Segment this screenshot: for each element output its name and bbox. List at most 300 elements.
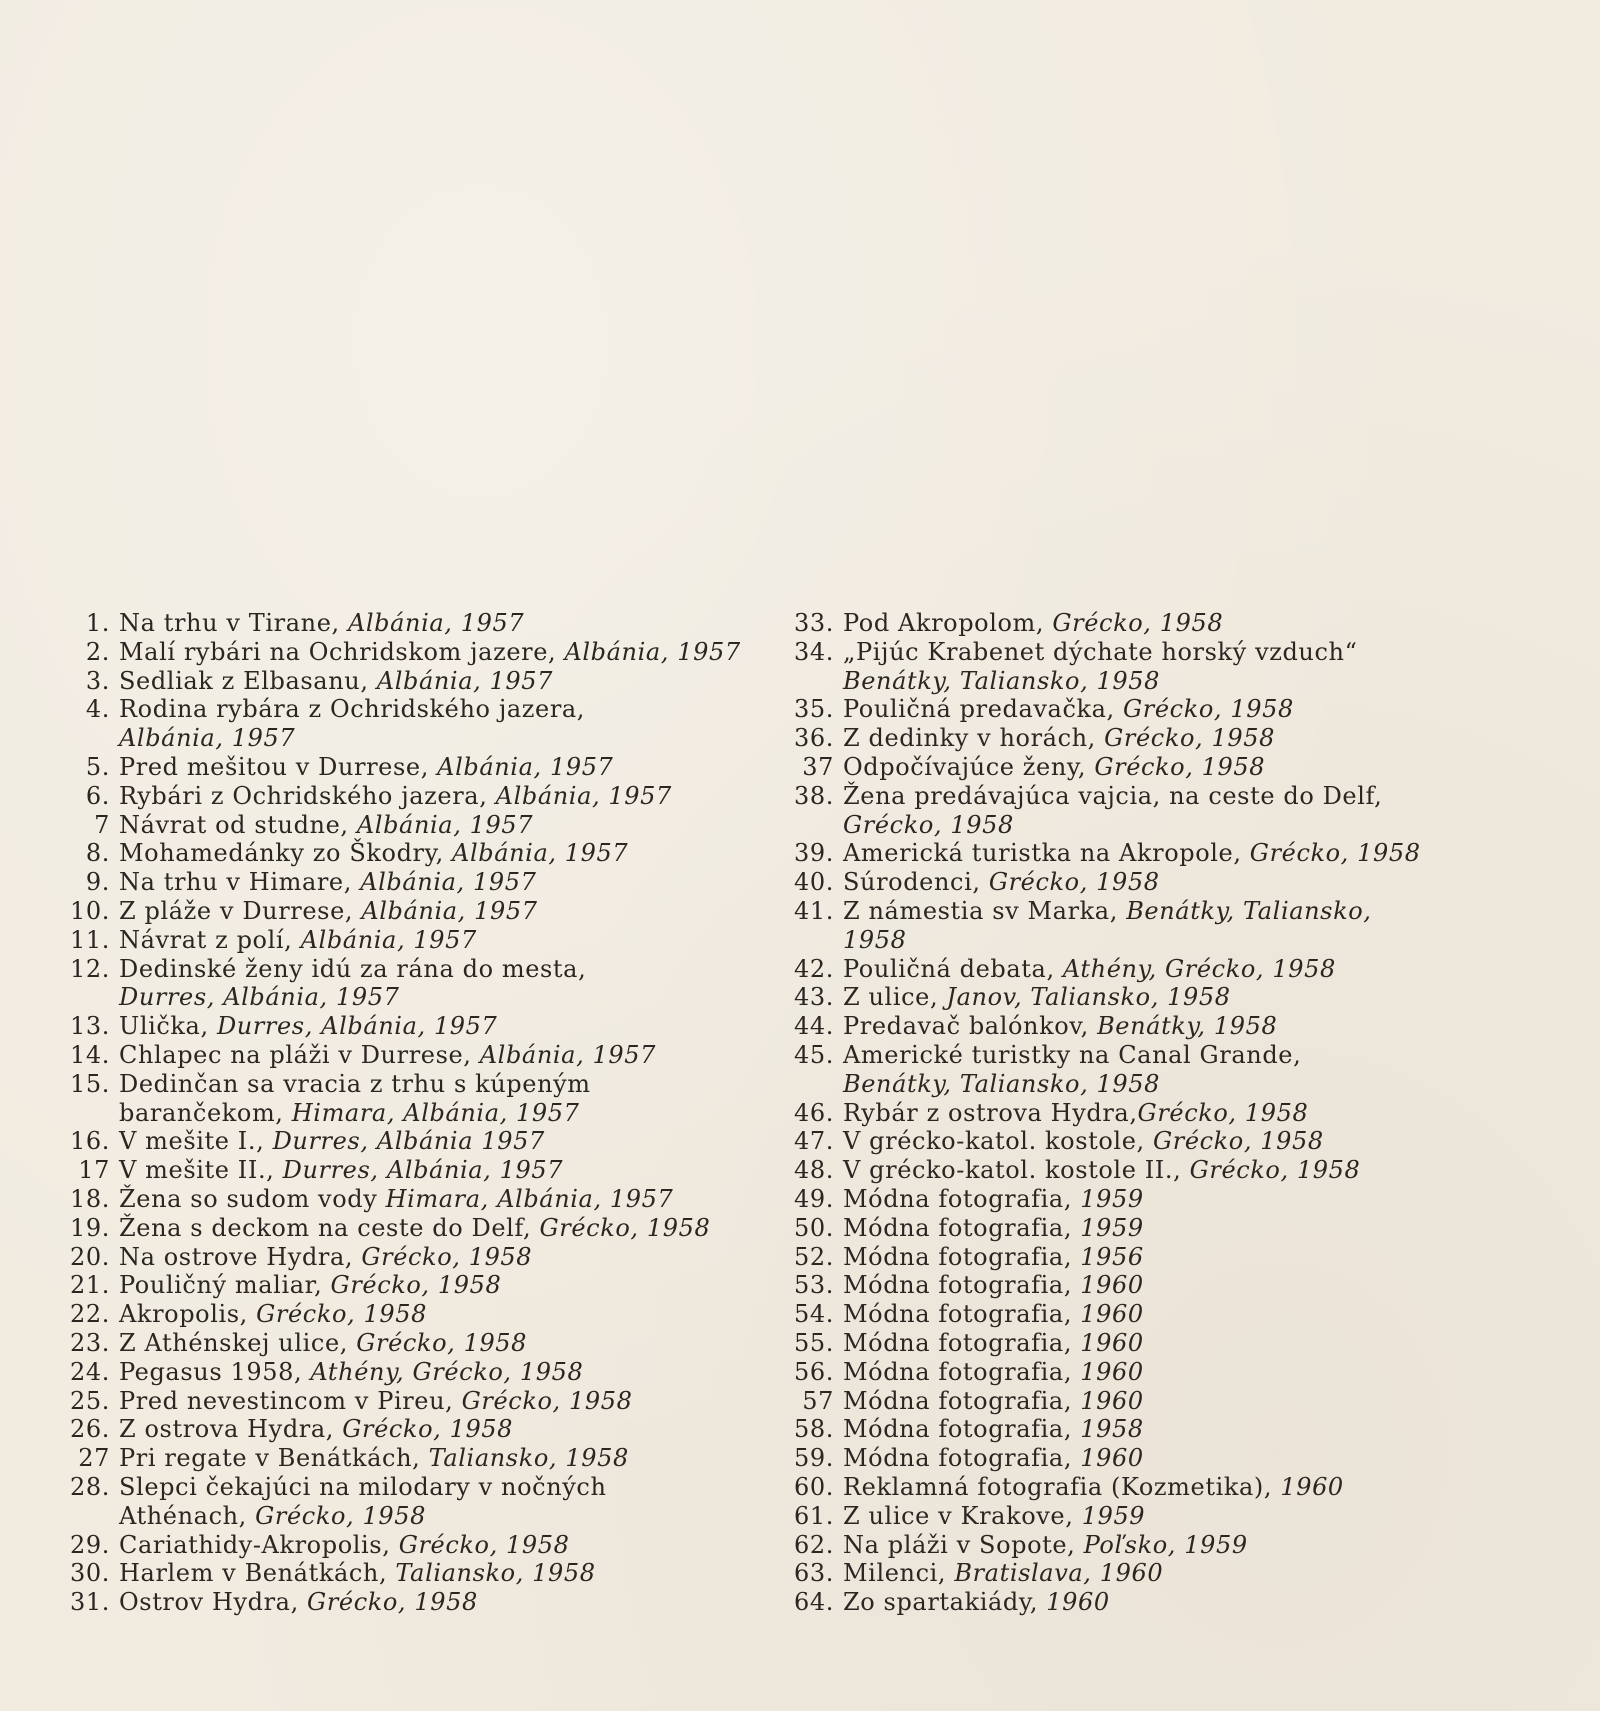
caption-title: Módna fotografia, [843,1328,1081,1357]
caption-number: 43. [794,983,834,1012]
caption-title: Odpočívajúce ženy, [843,752,1095,781]
caption-text [843,868,1486,897]
caption-line [62,1185,762,1214]
caption-line [62,1588,762,1617]
caption-number: 1. [85,609,110,637]
caption-title: Dedinčan sa vracia z trhu s kúpeným [119,1069,591,1098]
caption-place-year: Albánia, 1957 [452,839,629,868]
caption-title: Pouličná predavačka, [843,695,1123,724]
caption-number: 60. [794,1472,834,1501]
caption-place-year: Albánia, 1957 [119,724,296,753]
caption-place-year: Durres, Albánia, 1957 [119,983,400,1012]
caption-text [119,1156,762,1185]
caption-text [843,1300,1486,1329]
caption-title: Americké turistky na Canal Grande, [843,1040,1302,1069]
caption-place-year: Grécko, 1958 [1137,1098,1309,1127]
caption-place-year: 1958 [843,925,907,954]
caption-number: 54. [794,1300,834,1329]
caption-line [786,1502,1486,1531]
caption-title: Módna fotografia, [843,1386,1081,1415]
caption-place-year: Himara, Albánia, 1957 [291,1098,580,1127]
caption-line [62,1070,762,1099]
caption-text [843,609,1486,638]
caption-text [119,955,762,984]
caption-title: Harlem v Benátkách, [119,1559,396,1588]
caption-title: Z Athénskej ulice, [119,1328,357,1357]
caption-line [62,1214,762,1243]
caption-number: 26. [70,1415,110,1444]
caption-number: 4. [85,695,110,724]
caption-title: Súrodenci, [843,868,989,897]
caption-text [119,1329,762,1358]
caption-title: Módna fotografia, [843,1271,1081,1300]
caption-text [843,839,1486,868]
caption-text [843,983,1486,1012]
caption-title: Akropolis, [119,1300,257,1329]
caption-title: Milenci, [843,1559,955,1588]
caption-title: Pri regate v Benátkách, [119,1444,429,1473]
caption-number: 21. [70,1271,110,1300]
caption-line [62,609,762,638]
caption-text [119,1473,762,1502]
caption-place-year: 1960 [1080,1271,1144,1300]
caption-text [119,1588,762,1617]
caption-text [119,638,762,667]
caption-title: Mohamedánky zo Škodry, [119,839,453,868]
caption-place-year: 1959 [1081,1501,1146,1530]
caption-line [62,897,762,926]
caption-place-year: Grécko, 1958 [256,1300,427,1329]
caption-title: barančekom, [119,1098,292,1127]
caption-line [786,1300,1486,1329]
caption-number: 19. [70,1213,110,1242]
caption-text [843,1473,1486,1502]
caption-place-year: Albánia, 1957 [361,896,538,925]
caption-title: Návrat od studne, [119,810,357,839]
caption-text [119,782,762,811]
caption-number: 11. [70,925,110,954]
caption-place-year: 1960 [1080,1386,1144,1415]
caption-text [119,1358,762,1387]
caption-line [62,1271,762,1300]
caption-text [119,1502,762,1531]
caption-title: Žena so sudom vody [119,1184,386,1213]
caption-title: Na pláži v Sopote, [843,1530,1084,1559]
caption-text [843,955,1486,984]
caption-number: 9. [85,868,110,897]
caption-line [62,1387,762,1416]
caption-number: 31. [70,1588,110,1617]
caption-line [786,1271,1486,1300]
caption-line [62,1243,762,1272]
caption-number: 30. [70,1559,110,1588]
caption-text [843,1070,1486,1099]
caption-text [843,1559,1486,1588]
caption-number: 24. [70,1357,110,1386]
caption-line [786,955,1486,984]
caption-place-year: 1959 [1080,1213,1144,1242]
caption-text [119,1214,762,1243]
caption-line [786,609,1486,638]
caption-number: 40. [794,868,834,897]
caption-title: Chlapec na pláži v Durrese, [119,1040,480,1069]
caption-text [843,1214,1486,1243]
caption-number: 64. [794,1588,834,1617]
caption-title: Rybári z Ochridského jazera, [119,781,496,810]
caption-place-year: Grécko, 1958 [461,1386,633,1415]
caption-text [843,667,1486,696]
caption-title: Pegasus 1958, [119,1357,311,1386]
caption-place-year: Grécko, 1958 [1052,609,1224,637]
caption-place-year: Grécko, 1958 [361,1242,533,1271]
caption-text [119,1444,762,1473]
caption-line [786,1588,1486,1617]
caption-text [843,1271,1486,1300]
caption-text [843,1185,1486,1214]
caption-number: 3. [85,666,110,695]
caption-line [786,1358,1486,1387]
caption-line [786,782,1486,811]
caption-text [843,926,1486,955]
caption-line [786,1214,1486,1243]
caption-place-year: Benátky, Taliansko, 1958 [843,1069,1161,1098]
caption-title: Žena s deckom na ceste do Delf, [119,1213,540,1242]
caption-number: 39. [794,839,834,868]
caption-text [843,782,1486,811]
caption-line [62,1329,762,1358]
caption-number: 52. [794,1242,834,1271]
caption-text [119,1531,762,1560]
caption-line [786,1070,1486,1099]
caption-line [62,1156,762,1185]
caption-line [62,868,762,897]
caption-text [119,1099,762,1128]
caption-title: Athénach, [119,1501,256,1530]
caption-place-year: Durres, Albánia 1957 [272,1127,545,1156]
caption-line [62,1473,762,1502]
caption-place-year: Grécko, 1958 [843,810,1014,839]
caption-place-year: 1960 [1046,1588,1110,1617]
caption-place-year: Albánia, 1957 [360,868,537,897]
caption-number: 34. [794,637,834,666]
caption-title: Z ostrova Hydra, [119,1415,343,1444]
caption-line [62,1559,762,1588]
caption-text [119,1127,762,1156]
caption-place-year: 1960 [1280,1472,1344,1501]
caption-title: Z pláže v Durrese, [119,896,362,925]
caption-place-year: 1956 [1080,1242,1144,1271]
caption-line [786,1099,1486,1128]
caption-text [119,753,762,782]
caption-place-year: Grécko, 1958 [539,1213,711,1242]
caption-place-year: Albánia, 1957 [564,637,741,666]
caption-number: 44. [794,1012,834,1041]
caption-place-year: Albánia, 1957 [300,925,477,954]
caption-line [786,1127,1486,1156]
caption-number: 59. [794,1444,834,1473]
caption-place-year: Albánia, 1957 [479,1040,657,1069]
caption-line [62,638,762,667]
caption-line [786,724,1486,753]
caption-line [62,1127,762,1156]
caption-text [843,1012,1486,1041]
caption-line [786,1041,1486,1070]
caption-line [62,1358,762,1387]
left-caption-column [62,609,762,1617]
caption-place-year: Grécko, 1958 [356,1328,528,1357]
caption-text [119,897,762,926]
caption-place-year: Benátky, 1958 [1097,1012,1278,1041]
caption-title: Pouličná debata, [843,954,1063,983]
caption-text [843,1358,1486,1387]
caption-title: Žena predávajúca vajcia, na ceste do Delf, [843,781,1383,810]
caption-line [62,839,762,868]
caption-line [62,1531,762,1560]
caption-title: Pred mešitou v Durrese, [119,752,438,781]
caption-line [62,667,762,696]
caption-title: Z námestia sv Marka, [843,896,1127,925]
caption-place-year: Grécko, 1958 [307,1588,478,1617]
caption-line [786,1531,1486,1560]
caption-text [843,695,1486,724]
caption-place-year: Benátky, Taliansko, 1958 [843,666,1161,695]
caption-number: 23. [70,1328,110,1357]
caption-number: 47. [794,1127,834,1156]
caption-text [119,609,762,638]
caption-title: V mešite II., [119,1156,283,1185]
caption-text [119,1012,762,1041]
caption-title: Cariathidy-Akropolis, [119,1530,399,1559]
caption-number: 61. [794,1501,834,1530]
caption-line [786,1329,1486,1358]
caption-line [786,1415,1486,1444]
caption-title: Ulička, [119,1012,217,1041]
caption-line [786,1243,1486,1272]
caption-text [119,724,762,753]
caption-number: 16. [70,1127,110,1156]
caption-place-year: 1959 [1080,1184,1144,1213]
caption-title: Z ulice v Krakove, [843,1501,1082,1530]
caption-place-year: Grécko, 1958 [1249,839,1421,868]
caption-text [843,724,1486,753]
caption-title: Módna fotografia, [843,1213,1081,1242]
caption-place-year: 1960 [1080,1357,1144,1386]
caption-text [843,1415,1486,1444]
caption-text [843,1243,1486,1272]
caption-line [62,983,762,1012]
caption-line [786,897,1486,926]
caption-place-year: Taliansko, 1958 [428,1444,629,1473]
caption-number: 58. [794,1415,834,1444]
caption-place-year: Durres, Albánia, 1957 [282,1156,564,1185]
caption-line [786,753,1486,782]
caption-place-year: Grécko, 1958 [330,1271,502,1300]
caption-text [119,1387,762,1416]
caption-title: Pouličný maliar, [119,1271,331,1300]
caption-number: 25. [70,1386,110,1415]
caption-text [119,839,762,868]
caption-text [119,983,762,1012]
caption-title: V grécko-katol. kostole II., [843,1156,1190,1185]
caption-place-year: Janov, Taliansko, 1958 [946,983,1231,1012]
caption-place-year: Grécko, 1958 [1152,1127,1324,1156]
caption-line [786,638,1486,667]
caption-title: Z ulice, [843,983,947,1012]
caption-place-year: Grécko, 1958 [988,868,1160,897]
caption-line [786,1444,1486,1473]
caption-text [843,638,1486,667]
caption-place-year: Albánia, 1957 [495,781,672,810]
caption-line [786,1559,1486,1588]
caption-number: 13. [70,1012,110,1041]
caption-text [843,1531,1486,1560]
caption-number: 42. [794,954,834,983]
caption-text [119,695,762,724]
caption-text [843,1444,1486,1473]
caption-text [843,1099,1486,1128]
caption-place-year: Durres, Albánia, 1957 [216,1012,498,1041]
caption-place-year: Bratislava, 1960 [954,1559,1164,1588]
caption-place-year: 1960 [1080,1300,1144,1329]
caption-number: 45. [794,1040,834,1069]
caption-title: Na trhu v Tirane, [119,609,348,637]
caption-place-year: Grécko, 1958 [255,1501,426,1530]
caption-title: Návrat z polí, [119,925,301,954]
caption-number: 15. [70,1069,110,1098]
caption-line [62,1041,762,1070]
caption-line [786,1156,1486,1185]
caption-place-year: Taliansko, 1958 [395,1559,596,1588]
caption-number: 20. [70,1242,110,1271]
caption-title: Módna fotografia, [843,1300,1081,1329]
caption-line [62,926,762,955]
caption-text [119,1041,762,1070]
caption-text [119,1300,762,1329]
caption-title: Slepci čekajúci na milodary v nočných [119,1472,607,1501]
caption-title: Pod Akropolom, [843,609,1053,637]
caption-title: V grécko-katol. kostole, [843,1127,1153,1156]
caption-title: Ostrov Hydra, [119,1588,308,1617]
caption-text [843,811,1486,840]
caption-number: 22. [70,1300,110,1329]
caption-title: Reklamná fotografia (Kozmetika), [843,1472,1281,1501]
caption-number: 5. [85,752,110,781]
caption-title: Americká turistka na Akropole, [843,839,1250,868]
caption-title: Predavač balónkov, [843,1012,1098,1041]
caption-line [62,753,762,782]
caption-number: 27 [78,1444,110,1473]
caption-number: 62. [794,1530,834,1559]
caption-title: Zo spartakiády, [843,1588,1047,1617]
caption-line [786,667,1486,696]
caption-text [843,897,1486,926]
caption-title: Dedinské ženy idú za rána do mesta, [119,954,587,983]
caption-title: Rybár z ostrova Hydra, [843,1098,1138,1127]
caption-place-year: Athény, Grécko, 1958 [1062,954,1336,983]
caption-number: 63. [794,1559,834,1588]
caption-title: Malí rybári na Ochridskom jazere, [119,637,565,666]
caption-number: 36. [794,724,834,753]
caption-line [786,926,1486,955]
caption-number: 10. [70,896,110,925]
caption-text [119,1243,762,1272]
caption-text [119,1559,762,1588]
caption-number: 29. [70,1530,110,1559]
caption-place-year: Grécko, 1958 [1189,1156,1361,1185]
caption-place-year: 1960 [1080,1328,1144,1357]
caption-text [119,811,762,840]
caption-place-year: Grécko, 1958 [1104,724,1275,753]
caption-text [843,1588,1486,1617]
caption-line [786,868,1486,897]
caption-number: 50. [794,1213,834,1242]
caption-line [62,724,762,753]
caption-number: 55. [794,1328,834,1357]
caption-line [786,811,1486,840]
caption-place-year: Himara, Albánia, 1957 [385,1184,674,1213]
caption-place-year: Benátky, Taliansko, [1126,896,1372,925]
caption-title: „Pijúc Krabenet dýchate horský vzduch“ [843,637,1358,666]
caption-place-year: Albánia, 1957 [356,810,534,839]
caption-number: 12. [70,954,110,983]
caption-text [843,1156,1486,1185]
caption-line [62,695,762,724]
caption-number: 49. [794,1184,834,1213]
caption-line [62,1300,762,1329]
caption-title: Rodina rybára z Ochridského jazera, [119,695,586,724]
caption-text [843,1127,1486,1156]
caption-number: 14. [70,1040,110,1069]
caption-place-year: Athény, Grécko, 1958 [310,1357,584,1386]
caption-number: 2. [85,637,110,666]
caption-number: 35. [794,695,834,724]
caption-title: Pred nevestincom v Pireu, [119,1386,462,1415]
caption-title: Módna fotografia, [843,1444,1081,1473]
caption-text [843,1329,1486,1358]
caption-text [119,1271,762,1300]
caption-line [62,811,762,840]
caption-line [62,1012,762,1041]
right-caption-column [786,609,1486,1617]
caption-text [119,1070,762,1099]
caption-line [786,983,1486,1012]
caption-number: 6. [85,781,110,810]
caption-number: 28. [70,1472,110,1501]
caption-line [62,1444,762,1473]
caption-place-year: 1958 [1080,1415,1144,1444]
caption-title: Z dedinky v horách, [843,724,1105,753]
caption-text [119,868,762,897]
caption-number: 56. [794,1357,834,1386]
caption-place-year: Albánia, 1957 [376,666,554,695]
caption-line [786,1473,1486,1502]
caption-place-year: Grécko, 1958 [398,1530,570,1559]
caption-text [843,1387,1486,1416]
caption-title: Módna fotografia, [843,1357,1081,1386]
caption-title: Módna fotografia, [843,1415,1081,1444]
caption-title: Módna fotografia, [843,1242,1081,1271]
caption-line [62,1502,762,1531]
caption-text [119,667,762,696]
caption-text [119,1185,762,1214]
caption-place-year: Poľsko, 1959 [1083,1530,1248,1559]
caption-number: 18. [70,1184,110,1213]
caption-number: 41. [794,896,834,925]
caption-place-year: Albánia, 1957 [437,752,614,781]
caption-place-year: Albánia, 1957 [347,609,525,637]
caption-line [786,1185,1486,1214]
caption-title: Módna fotografia, [843,1184,1081,1213]
